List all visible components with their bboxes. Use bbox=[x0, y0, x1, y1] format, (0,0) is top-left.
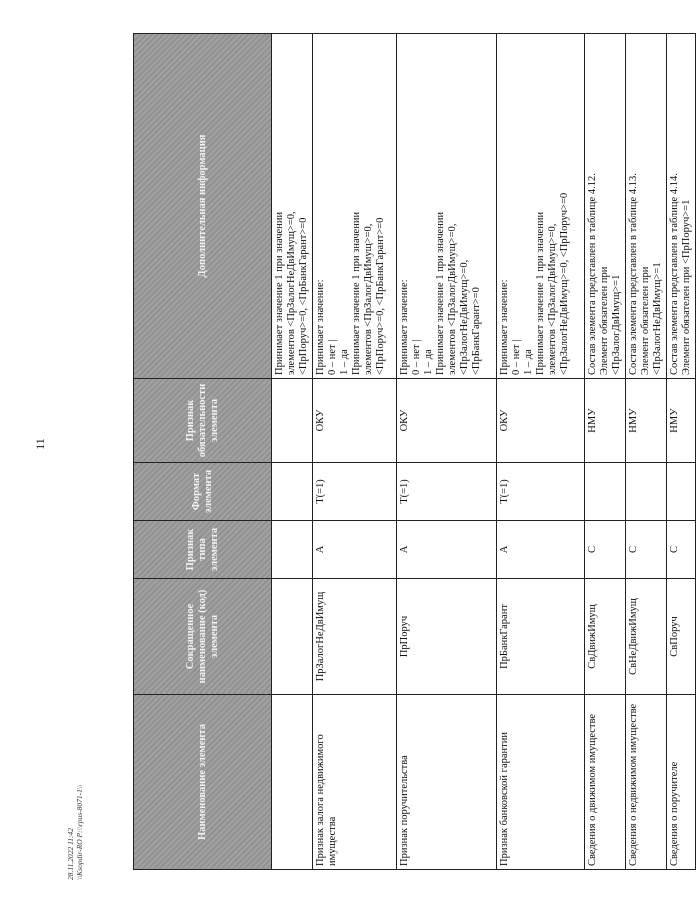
info-line: 1 – да bbox=[523, 349, 534, 375]
info-line: Состав элемента представлен в таблице 4.13. bbox=[628, 173, 639, 375]
info-line: Состав элемента представлен в таблице 4.12. bbox=[587, 173, 598, 375]
table-header-row bbox=[134, 34, 272, 870]
info-line: Принимает значение 1 при значении bbox=[274, 211, 285, 375]
table-row bbox=[313, 34, 397, 870]
info-line: 1 – да bbox=[339, 349, 350, 375]
info-line: элементов <ПрЗалогДвИмущ>=0, bbox=[547, 223, 558, 375]
info-line: <ПрЗалогНеДвИмущ>=0, bbox=[459, 259, 470, 375]
cell-format: Т(=1) bbox=[313, 463, 397, 521]
cell-type: А bbox=[397, 521, 497, 579]
table-row bbox=[497, 34, 585, 870]
footer-timestamp: 28.11.2022 11:42 bbox=[66, 827, 75, 880]
info-line: Принимает значение: bbox=[399, 279, 410, 375]
cell-format: Т(=1) bbox=[397, 463, 497, 521]
cell-required: ОКУ bbox=[397, 379, 497, 463]
table-row bbox=[272, 34, 313, 870]
cell-format bbox=[667, 463, 696, 521]
info-line: Элемент обязателен при <ПрПоруч>=1 bbox=[681, 199, 692, 375]
cell-code bbox=[272, 579, 313, 695]
cell-code: СвНеДвижИмущ bbox=[626, 579, 667, 695]
cell-code: СвПоруч bbox=[667, 579, 696, 695]
cell-type: С bbox=[667, 521, 696, 579]
info-line: Принимает значение 1 при значении bbox=[351, 211, 362, 375]
info-line: 1 – да bbox=[423, 349, 434, 375]
info-line: <ПрПоруч>=0, <ПрБанкГарант>=0 bbox=[298, 217, 309, 375]
cell-code: ПрБанкГарант bbox=[497, 579, 585, 695]
cell-info bbox=[272, 34, 313, 379]
header-element-name: Наименование элемента bbox=[134, 695, 272, 870]
cell-code: ПрЗалогНеДвИмущ bbox=[313, 579, 397, 695]
footer-path: \\Ksopdir-RO P:\\rpus-8071-1\\ bbox=[75, 784, 84, 880]
cell-format: Т(=1) bbox=[497, 463, 585, 521]
page-number: 11 bbox=[32, 438, 47, 450]
cell-format bbox=[626, 463, 667, 521]
info-line: элементов <ПрЗалогДвИмущ>=0, bbox=[447, 223, 458, 375]
cell-type: С bbox=[626, 521, 667, 579]
cell-name: Признак поручительства bbox=[397, 695, 497, 870]
footer-stamp bbox=[66, 690, 84, 880]
header-element-required: Признак обязательности элемента bbox=[134, 379, 272, 463]
header-element-code: Сокращенное наименование (код) элемента bbox=[134, 579, 272, 695]
info-line: Принимает значение 1 при значении bbox=[435, 211, 446, 375]
cell-info bbox=[397, 34, 497, 379]
table-row bbox=[585, 34, 626, 870]
cell-name: Сведения о недвижимом имуществе bbox=[626, 695, 667, 870]
info-line: 0 – нет | bbox=[511, 339, 522, 375]
cell-info bbox=[626, 34, 667, 379]
cell-required: НМУ bbox=[585, 379, 626, 463]
cell-code: ПрПоруч bbox=[397, 579, 497, 695]
header-additional-info: Дополнительная информация bbox=[134, 34, 272, 379]
cell-name: Сведения о движимом имуществе bbox=[585, 695, 626, 870]
cell-type bbox=[272, 521, 313, 579]
info-line: <ПрЗалогНеДвИмущ>=1 bbox=[652, 262, 663, 375]
cell-format bbox=[585, 463, 626, 521]
cell-required: НМУ bbox=[626, 379, 667, 463]
table-row bbox=[397, 34, 497, 870]
cell-type: С bbox=[585, 521, 626, 579]
info-line: <ПрПоруч>=0, <ПрБанкГарант>=0 bbox=[375, 217, 386, 375]
info-line: Принимает значение 1 при значении bbox=[535, 211, 546, 375]
info-line: 0 – нет | bbox=[411, 339, 422, 375]
header-element-format: Формат элемента bbox=[134, 463, 272, 521]
info-line: Элемент обязателен при bbox=[640, 266, 651, 375]
info-line: <ПрБанкГарант>=0 bbox=[471, 287, 482, 375]
cell-name: Признак залога недвижимого имущества bbox=[313, 695, 397, 870]
info-line: Принимает значение: bbox=[499, 279, 510, 375]
info-line: элементов <ПрЗалогДвИмущ>=0, bbox=[363, 223, 374, 375]
cell-format bbox=[272, 463, 313, 521]
element-table-container bbox=[133, 34, 692, 870]
cell-info bbox=[313, 34, 397, 379]
cell-name bbox=[272, 695, 313, 870]
cell-info bbox=[667, 34, 696, 379]
header-element-type: Признак типа элемента bbox=[134, 521, 272, 579]
table-row bbox=[626, 34, 667, 870]
cell-required: НМУ bbox=[667, 379, 696, 463]
cell-type: А bbox=[313, 521, 397, 579]
info-line: Элемент обязателен при bbox=[599, 266, 610, 375]
cell-name: Признак банковской гарантии bbox=[497, 695, 585, 870]
info-line: элементов <ПрЗалогНеДвИмущ>=0, bbox=[286, 211, 297, 375]
table-row bbox=[667, 34, 696, 870]
info-line: <ПрЗалогДвИмущ>=1 bbox=[611, 274, 622, 375]
cell-required: ОКУ bbox=[313, 379, 397, 463]
cell-info bbox=[585, 34, 626, 379]
cell-code: СвДвижИмущ bbox=[585, 579, 626, 695]
cell-required: ОКУ bbox=[497, 379, 585, 463]
info-line: 0 – нет | bbox=[327, 339, 338, 375]
info-line: Принимает значение: bbox=[315, 279, 326, 375]
info-line: Состав элемента представлен в таблице 4.14. bbox=[669, 173, 680, 375]
cell-type: А bbox=[497, 521, 585, 579]
cell-required bbox=[272, 379, 313, 463]
element-table bbox=[133, 33, 696, 870]
cell-info bbox=[497, 34, 585, 379]
cell-name: Сведения о поручителе bbox=[667, 695, 696, 870]
info-line: <ПрЗалогНеДвИмущ>=0, <ПрПоруч>=0 bbox=[559, 192, 570, 375]
